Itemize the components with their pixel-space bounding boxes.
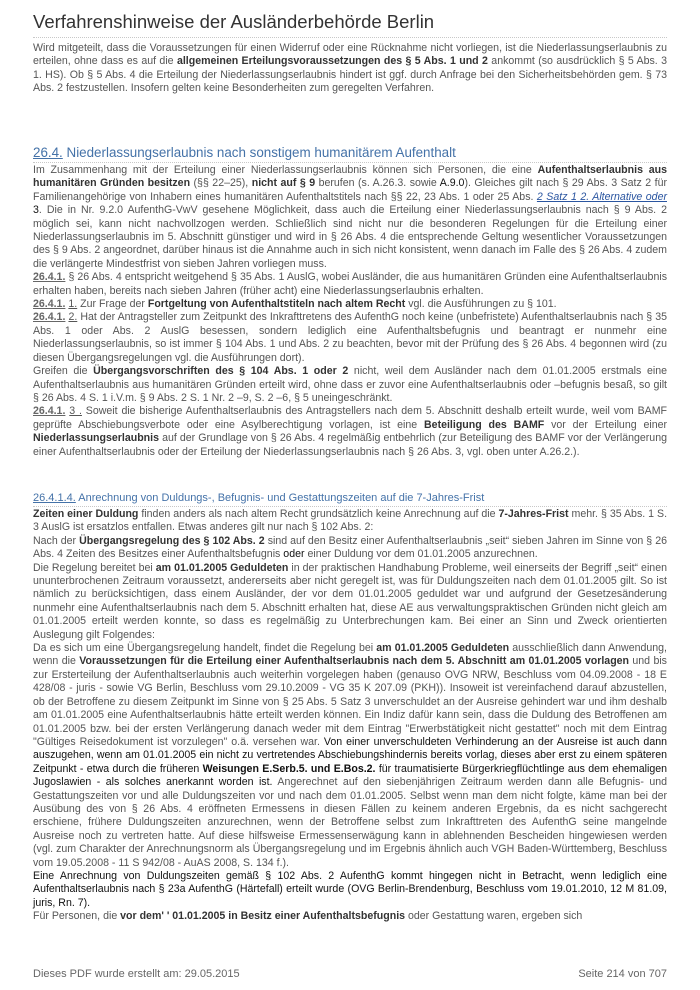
text: Da es sich um eine Übergangsregelung handelt, findet die Regelung bei xyxy=(33,642,377,655)
section-paragraph xyxy=(33,365,667,405)
text: Angerechnet auf den siebenjährigen Zeitraum werden dann alle Befugnis- und Gestattungszeiten vor und alle Duldungszeiten vor und nach dem 01.01.2005. Selbst wenn man dem nicht folgte, käme man bei der Ausübung des von § 26 Abs. 4 eröffneten Ermessens in diesen Fällen zu keinem anderen Ergebnis, da es nicht sachgerecht erschiene, frühere Duldungszeiten anzurechnen, wenn der Betroffene selbst zum Inkrafttreten des AufenthG seine mangelnde Ausreise noch zu vertreten hatte. Auf diese hilfsweise Ermessenserwägung kann in ablehnenden Bescheiden hingewiesen werden (vgl. zum Charakter der Anrechnungsnorm als Übergangsregelung und im Ergebnis ähnlich auch VGH Baden-Württemberg, Beschluss vom 19.05.2008 - 11 S 942/08 - AuAS 2008, S. 134 f.). xyxy=(33,776,667,869)
text: in der praktischen Handhabung Probleme, weil einerseits der Begriff „seit“ einen ununterbrochenen Zeitraum voraussetzt, andererseits aber nicht geregelt ist, was für Duldungszeiten nach dem 01.01.2005 gilt. So ist nämlich zu berücksichtigen, dass einem Ausländer, der vor dem 01.01.2005 geduldet war und aufgrund der Gesetzesänderung nunmehr eine Aufenthaltserlaubnis nach dem 5. Abschnitt erhalten hat, diese AE aus verwaltungspraktischen Gründen nicht gleich am 01.01.2005 erteilt werden konnte, so dass es regelmäßig zu Unterbrechungen kam. Bei einer an Sinn und Zweck orientierten Auslegung gilt Folgendes: xyxy=(33,561,667,641)
footer-page-number: Seite 214 von 707 xyxy=(578,968,667,980)
bold-text: am 01.01.2005 Geduldeten xyxy=(155,561,289,574)
intro-block xyxy=(33,42,667,96)
subsection-paragraph xyxy=(33,642,667,870)
text: Hat der Antragsteller zum Zeitpunkt des Inkrafttretens des AufenthG noch keine (unbefristete) Aufenthaltserlaubnis nach § 35 Abs. 1 oder Abs. 2 AuslG besessen, sondern lediglich eine Aufenthaltsbefugnis und beantragt er nunmehr eine Niederlassungserlaubnis, so ist immer § 104 Abs. 1 und Abs. 2 zu beachten, bevor mit der Prüfung des § 26 Abs. 4 begonnen wird (zu diesen Übergangsregelungen vgl. die Ausführungen dort). xyxy=(33,311,668,364)
text: ). Gleiches gilt nach § 29 Abs. 3 Satz 2 für Familienangehörige von Inhabern eines humanitären Aufenthaltstitels nach §§ 22, 23 Abs. 1 oder 25 Abs. xyxy=(33,177,668,203)
text: ankommt (so ausdrücklich § 5 Abs. 3 1. HS). Ob § 5 Abs. 4 die Erteilung der Niederlassungserlaubnis hindert ist ggf. durch Anfrage bei den Sicherheitsbehörden gem. § 73 Abs. 2 festzustellen. Insofern gelten keine Besonderheiten zum geregelten Verfahren. xyxy=(33,55,668,95)
paragraph-sub-marker: 2. xyxy=(68,311,78,324)
section-body xyxy=(33,164,667,459)
section-title: Niederlassungserlaubnis nach sonstigem humanitärem Aufenthalt xyxy=(62,145,456,160)
emphasized-text: oder xyxy=(283,548,305,561)
bold-text: Zeiten einer Duldung xyxy=(33,508,139,520)
bold-text: Beteiligung des BAMF xyxy=(424,418,545,431)
text: oder Gestattung waren, ergeben sich xyxy=(405,910,583,923)
subsection-body xyxy=(33,508,667,924)
legal-reference-link[interactable]: 2 Satz 1 2. Alternative oder xyxy=(536,190,667,203)
section-paragraph xyxy=(33,311,667,365)
bold-text: am 01.01.2005 Geduldeten xyxy=(376,642,510,655)
text: § 26 Abs. 4 entspricht weitgehend § 35 Abs. 1 AuslG, wobei Ausländer, die aus humanitären Gründen eine Aufenthaltserlaubnis erhalten haben, bereits nach sieben Jahren (früher acht) eine Niederlassungserlaubnis erhalten. xyxy=(33,271,667,297)
section-heading xyxy=(33,144,667,163)
text: Die Regelung bereitet bei xyxy=(33,561,156,574)
paragraph-sub-marker: 3 . xyxy=(69,405,82,418)
text: und bis zur Ersterteilung der Aufenthaltserlaubnis auch weiterhin vorgelegen haben (genauso OVG NRW, Beschluss vom 04.09.2008 - 18 E 428/08 - juris - sowie VG Berlin, Beschluss vom 29.10.2009 - VG 35 K 207.09 (PKH)). Insoweit ist vereinfachend darauf abzustellen, ob der Betroffene zu diesem Zeitpunkt im Sinne von § 25 Abs. 5 Satz 3 unverschuldet an der Ausreise gehindert war und ihm deshalb am 01.01.2005 eine Aufenthaltserlaubnis hätte erteilt werden können. Ein Indiz dafür kann sein, dass die Duldung des Betroffenen am 01.01.2005 bzw. bei der ersten Verlängerung danach weder mit dem Eintrag "Erwerbstätigkeit nicht gestattet" noch mit dem Eintrag "Gültiges Reisedokument ist vorzulegen" o.ä. versehen war. xyxy=(33,655,667,748)
bold-text: allgemeinen Erteilungsvoraussetzungen des § 5 Abs. 1 und 2 xyxy=(176,55,488,68)
paragraph-marker: 26.4.1. xyxy=(33,311,66,324)
text: berufen (s. A.26.3. sowie xyxy=(315,177,440,190)
paragraph-marker: 26.4.1. xyxy=(33,405,66,418)
cross-reference: 3 xyxy=(33,204,39,217)
text: nicht, weil dem Ausländer nach dem 01.01.2005 erstmals eine Aufenthaltserlaubnis aus humanitären Gründen erteilt wird, ohne dass er zuvor eine Aufenthaltserlaubnis oder –befugnis besaß, so gilt § 26 Abs. 4 S. 1 i.V.m. § 9 Abs. 2 S. 1 Nr. 2 –9, S. 2 –6, § 5 uneingeschränkt. xyxy=(33,365,667,404)
paragraph-sub-marker: 1. xyxy=(68,298,78,311)
text: finden anders als nach altem Recht grundsätzlich keine Anrechnung auf die xyxy=(138,508,499,520)
bold-text: Niederlassungserlaubnis xyxy=(33,432,159,445)
subsection-paragraph xyxy=(33,508,667,535)
intro-paragraph xyxy=(33,42,667,96)
paragraph-marker: 26.4.1. xyxy=(33,298,66,311)
text: (§§ 22–25), xyxy=(190,177,252,190)
text: . Die in Nr. 9.2.0 AufenthG-VwV gesehene Möglichkeit, dass auch die Erteilung einer Niederlassungserlaubnis nach § 9 Abs. 2 möglich sei, kann nicht nachvollzogen werden. Schließlich sind nicht nur die besonderen Regelungen für die Erteilung einer Niederlassungserlaubnis im 5. Abschnitt günstiger und wird in § 26 Abs. 4 die entsprechende Geltung wesentlicher Voraussetzungen des § 9 Abs. 2 angeordnet, darüber hinaus ist die Annahme auch in sich nicht konsistent, wenn danach im Falle des § 26 Abs. 4 zudem die verlängerte Mindestfrist von sieben Jahren vorliegen muss. xyxy=(33,204,667,270)
emphasized-text: Von einer unverschuldeten Verhinderung an der Ausreise ist auch dann auszugehen, wenn am 01.01.2005 ein nicht zu vertretendes Abschiebungshindernis bereits vorlag, dieses aber erst zu einem späteren Zeitpunkt - etwa durch die früheren xyxy=(33,735,667,775)
footer-created-date: Dieses PDF wurde erstellt am: 29.05.2015 xyxy=(33,968,240,980)
text: Wird mitgeteilt, dass die Voraussetzungen für einen Widerruf oder eine Rücknahme nicht vorliegen, ist die Niederlassungserlaubnis zu erteilen, ohne dass es auf die xyxy=(33,42,667,68)
subsection-heading xyxy=(33,491,667,507)
document-header: Verfahrenshinweise der Ausländerbehörde Berlin xyxy=(33,10,667,38)
text: Soweit die bisherige Aufenthaltserlaubnis des Antragstellers nach dem 5. Abschnitt deshalb erteilt wurde, weil vom BAMF geprüfte Abschiebungsverbote oder eine Asylberechtigung vorlagen, ist eine xyxy=(33,405,667,431)
bold-text: Aufenthaltserlaubnis aus humanitären Gründen besitzen xyxy=(33,164,667,190)
bold-text: Fortgeltung von Aufenthaltstiteln nach altem Recht xyxy=(147,298,406,311)
paragraph-marker: 26.4.1. xyxy=(33,271,66,284)
document-page xyxy=(33,0,667,990)
bold-text: vor dem' ' 01.01.2005 in Besitz einer Aufenthaltsbefugnis xyxy=(120,910,406,923)
bold-text: Übergangsvorschriften des § 104 Abs. 1 oder 2 xyxy=(93,365,349,378)
text: auf der Grundlage von § 26 Abs. 4 regelmäßig entbehrlich (zur Beteiligung des BAMF vor der Verlängerung einer Aufenthaltserlaubnis oder der Erteilung der Niederlassungserlaubnis nach § 26 Abs. 3, vgl. oben unter A.26.2.). xyxy=(33,432,667,458)
text: Nach der xyxy=(33,534,80,547)
subsection-paragraph xyxy=(33,910,667,923)
bold-text: 7-Jahres-Frist xyxy=(498,508,569,520)
bold-text: nicht auf § 9 xyxy=(251,177,316,190)
text: sind auf den Besitz einer Aufenthaltserlaubnis „seit“ sieben Jahren im Sinne von § 26 Abs. 4 Zeiten des Besitzes einer Aufenthaltsbefugnis xyxy=(33,534,667,561)
text: Für Personen, die xyxy=(33,910,121,923)
page-footer xyxy=(33,967,667,981)
section-paragraph xyxy=(33,164,667,271)
section-paragraph xyxy=(33,298,667,311)
text: Greifen die xyxy=(33,365,94,378)
subsection-number: 26.4.1.4. xyxy=(33,492,76,504)
text: vgl. die Ausführungen zu § 101. xyxy=(405,298,557,311)
bold-text: Weisungen E.Serb.5. und E.Bos.2. xyxy=(202,762,376,775)
text: vor der Erteilung einer xyxy=(544,418,668,431)
text: mehr. § 35 Abs. 1 S. 3 AuslG ist ersatzlos entfallen. Etwas anderes gilt nur nach § 102 Abs. 2: xyxy=(33,508,668,534)
subsection-paragraph: Eine Anrechnung von Duldungszeiten gemäß § 102 Abs. 2 AufenthG kommt hingegen nicht in Betracht, wenn lediglich eine Aufenthaltserlaubnis nach § 23a AufenthG (Härtefall) erteilt wurde (OVG Berlin-Brendenburg, Beschluss vom 19.01.2010, 12 M 81.09, juris, Rn. 7). xyxy=(33,869,667,909)
subsection-paragraph xyxy=(33,535,667,562)
text: Zur Frage der xyxy=(77,298,148,311)
bold-text: Voraussetzungen für die Erteilung einer Aufenthaltserlaubnis nach dem 5. Abschnitt am 01.01.2005 vorlagen xyxy=(79,655,630,668)
section-paragraph xyxy=(33,405,667,459)
text: ausschließlich dann Anwendung, wenn die xyxy=(33,642,667,668)
emphasized-text: für traumatisierte Bürgerkriegflüchtlinge aus dem ehemaligen Jugoslawien - als solches anerkannt worden ist. xyxy=(33,762,667,789)
cross-reference: A.9.0 xyxy=(439,177,465,190)
section-number: 26.4. xyxy=(33,145,63,160)
bold-text: Übergangsregelung des § 102 Abs. 2 xyxy=(79,534,265,547)
subsection-paragraph xyxy=(33,562,667,642)
text: einer Duldung vor dem 01.01.2005 anzurechnen. xyxy=(304,548,538,561)
subsection-title: Anrechnung von Duldungs-, Befugnis- und Gestattungszeiten auf die 7-Jahres-Frist xyxy=(75,492,485,504)
text: Im Zusammenhang mit der Erteilung einer Niederlassungserlaubnis können sich Personen, die eine xyxy=(33,164,538,176)
section-paragraph xyxy=(33,271,667,298)
